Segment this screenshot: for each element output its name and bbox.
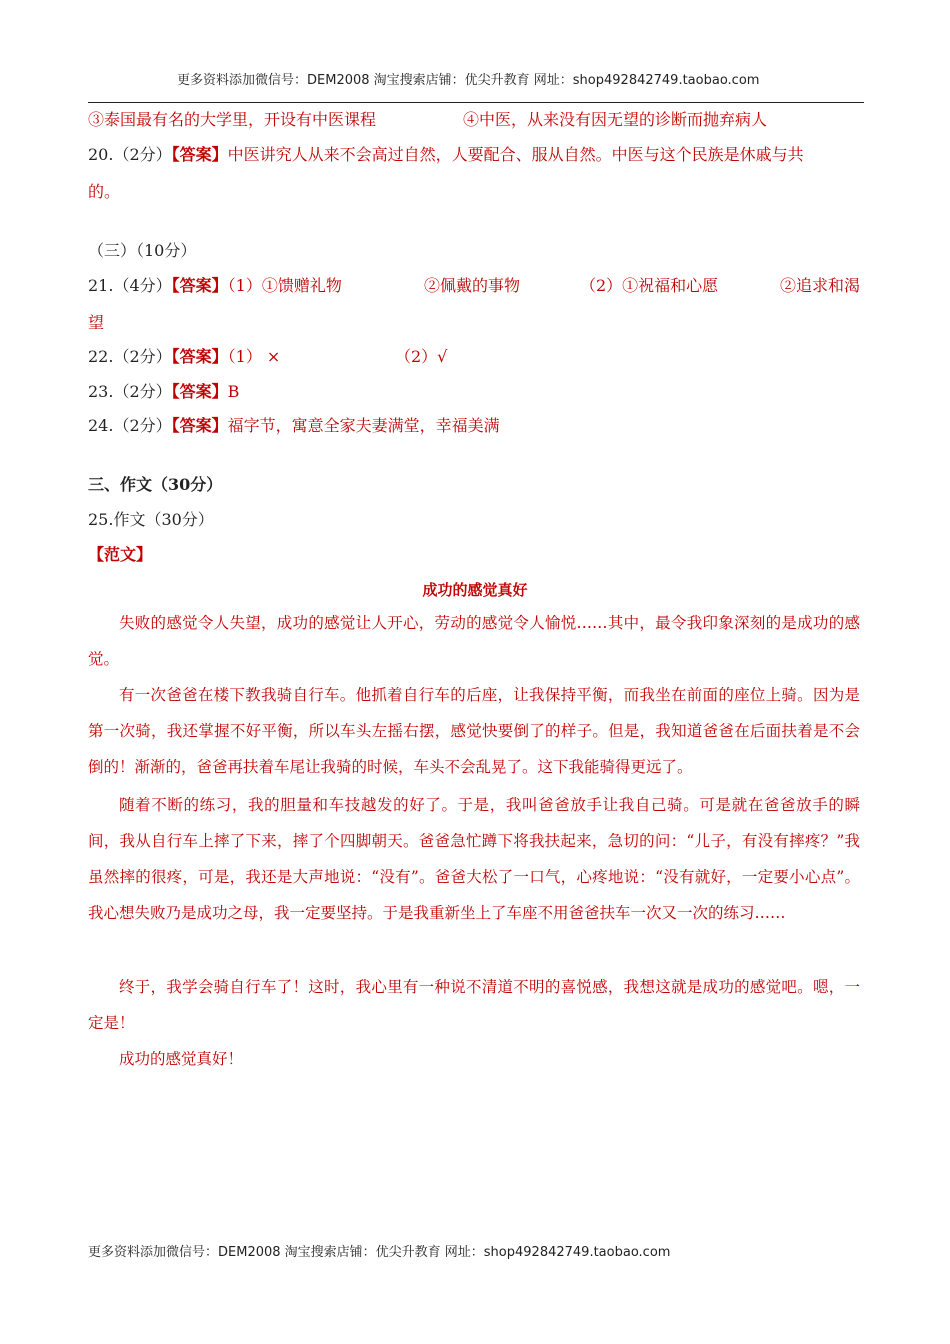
page-header: 更多资料添加微信号：DEM2008 淘宝搜索店铺：优尖升教育 网址：shop492842749.taobao.com: [177, 73, 760, 88]
section3-label: （三）（10分）: [88, 241, 197, 260]
q19-item4: ④中医，从来没有因无望的诊断而抛弃病人: [463, 110, 768, 129]
q25-label: 25.作文（30分）: [88, 510, 214, 529]
q23-number: 23.（2分）: [88, 382, 172, 401]
q21-answer-tag: 【答案】: [171, 276, 228, 295]
page-footer: 更多资料添加微信号：DEM2008 淘宝搜索店铺：优尖升教育 网址：shop492842749.taobao.com: [88, 1245, 671, 1260]
q22-line: [88, 347, 280, 367]
essay-paragraph-3: 随着不断的练习，我的胆量和车技越发的好了。于是，我叫爸爸放手让我自己骑。可是就在爸爸放手的瞬间，我从自行车上摔了下来，摔了个四脚朝天。爸爸急忙蹲下将我扶起来，急切的问：“儿子，有没有摔疼？”我虽然摔的很疼，可是，我还是大声地说：“没有”。爸爸大松了一口气，心疼地说：“没有就好，一定要小心点”。我心想失败乃是成功之母，我一定要坚持。于是我重新坐上了车座不用爸爸扶车一次又一次的练习……: [88, 796, 860, 922]
q21-part2: ②佩戴的事物: [424, 276, 521, 295]
q23-line: [88, 382, 239, 402]
q20-answer-text: 中医讲究人从来不会高过自然，人要配合、服从自然。中医与这个民族是休戚与共: [227, 145, 804, 164]
q22-part2: （2）√: [395, 347, 448, 366]
essay-paragraph-2: 有一次爸爸在楼下教我骑自行车。他抓着自行车的后座，让我保持平衡，而我坐在前面的座位上骑。因为是第一次骑，我还掌握不好平衡，所以车头左摇右摆，感觉快要倒了的样子。但是，我知道爸爸在后面扶着是不会倒的！渐渐的，爸爸再扶着车尾让我骑的时候，车头不会乱晃了。这下我能骑得更远了。: [88, 686, 860, 776]
q22-part1: （1） ×: [227, 347, 281, 366]
q23-answer-tag: 【答案】: [171, 382, 228, 401]
q19-item3: ③泰国最有名的大学里，开设有中医课程: [88, 110, 377, 129]
q21-part3: （2）①祝福和心愿: [580, 276, 719, 295]
q21-part4: ②追求和渴: [780, 276, 861, 295]
q20-number: 20.（2分）: [88, 145, 172, 164]
q24-answer-text: 福字节，寓意全家夫妻满堂，幸福美满: [227, 416, 500, 435]
q24-answer-tag: 【答案】: [171, 416, 228, 435]
q20-line2: 的。: [88, 182, 121, 201]
essay-paragraph-1: 失败的感觉令人失望，成功的感觉让人开心，劳动的感觉令人愉悦……其中，最令我印象深刻的是成功的感觉。: [88, 614, 860, 668]
q21-number: 21.（4分）: [88, 276, 172, 295]
essay-title: 成功的感觉真好: [422, 581, 528, 599]
header-rule: [88, 102, 864, 103]
q20-answer-tag: 【答案】: [171, 145, 228, 164]
q20-line1: [88, 145, 804, 165]
q22-number: 22.（2分）: [88, 347, 172, 366]
composition-heading: 三、作文（30分）: [88, 475, 223, 494]
q21-part5: 望: [88, 313, 105, 332]
q22-answer-tag: 【答案】: [171, 347, 228, 366]
q24-line: [88, 416, 500, 436]
essay-paragraph-5: 成功的感觉真好！: [119, 1050, 244, 1068]
essay-paragraph-4: 终于，我学会骑自行车了！这时，我心里有一种说不清道不明的喜悦感，我想这就是成功的感觉吧。嗯，一定是！: [88, 978, 860, 1032]
q24-number: 24.（2分）: [88, 416, 172, 435]
q21-part1: （1）①馈赠礼物: [227, 276, 342, 295]
q23-answer-text: B: [227, 382, 240, 401]
sample-essay-tag: 【范文】: [88, 545, 153, 564]
